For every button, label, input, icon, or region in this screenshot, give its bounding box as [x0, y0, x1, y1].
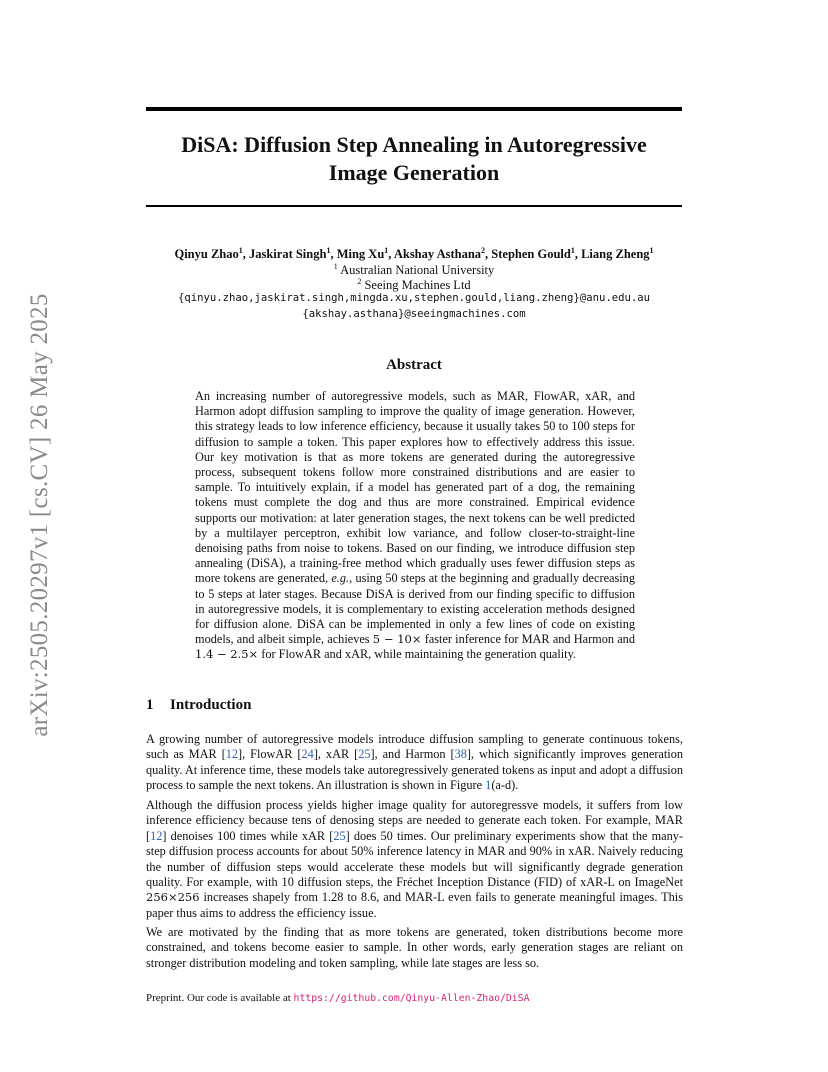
title-rule-top [146, 107, 682, 111]
image-resolution: 256×256 [146, 890, 200, 905]
author-name: Liang Zheng [581, 247, 650, 262]
paragraph-text: increases shapely from 1.28 to 8.6, and MAR-L even fails to generate meaningful images. This paper thus aims to address the efficiency issue. [146, 890, 683, 920]
paragraph-text: ] does 50 times. Our preliminary experiments show that the many-step diffusion process accounts for about 50% inference latency in MAR and 90% in xAR. Naively reducing the number of diffusion steps would accelerate these models but will significantly degrade generation quality. For example, with 10 diffusion steps, the Fréchet Inception Distance (FID) of xAR-L on ImageNet [146, 828, 683, 890]
affiliation-name: Australian National University [340, 263, 495, 278]
author-affil-mark: 1 [238, 246, 243, 255]
abstract-eg: e.g. [331, 571, 350, 586]
abstract-body [195, 389, 635, 663]
email-line: {qinyu.zhao,jaskirat.singh,mingda.xu,stephen.gould,liang.zheng}@anu.edu.au [178, 292, 650, 304]
arxiv-stamp: arXiv:2505.20297v1 [cs.CV] 26 May 2025 [26, 293, 53, 737]
author-affil-mark: 1 [384, 246, 389, 255]
speedup-mar-harmon: 5 − 10× [372, 632, 422, 647]
paragraph-text: ], and Harmon [ [370, 747, 455, 762]
abstract-text: faster inference for MAR and Harmon and [421, 632, 635, 647]
code-repo-link[interactable]: https://github.com/Qinyu-Allen-Zhao/DiSA [293, 993, 530, 1004]
paper-title [146, 131, 682, 187]
speedup-flowar-xar: 1.4 − 2.5× [195, 647, 259, 662]
abstract-heading: Abstract [386, 357, 442, 373]
affiliation-mark: 1 [333, 262, 338, 271]
author-name: Jaskirat Singh [248, 247, 327, 262]
intro-paragraph-2 [146, 798, 683, 921]
paragraph-text: Although the diffusion process yields higher image quality for autoregressve models, it suffers from low inference efficiency because tens of denosing steps are needed to generate each token. For example, MAR [ [146, 798, 683, 843]
intro-paragraph-3: We are motivated by the finding that as more tokens are generated, token distributions become more constrained, and tokens become easier to sample. In other words, early generation stages are reliant on stronger distribution modeling and token sampling, while late stages are less so. [146, 925, 683, 970]
author-name: Qinyu Zhao [174, 247, 239, 262]
author-list: Qinyu Zhao$^1$, Jaskirat Singh$^1$, Ming Xu$^1$, Akshay Asthana$^2$, Stephen Gould$^1$, Liang Zheng$^1$ [174, 246, 654, 262]
paragraph-text: (a-d). [491, 778, 519, 793]
citation-link[interactable]: 12 [150, 828, 163, 843]
affiliation-mark: 2 [357, 277, 362, 286]
paragraph-text: ], FlowAR [ [238, 747, 302, 762]
abstract-text: , using 50 steps at the beginning and gradually decreasing to 5 steps at later stages. Because DiSA is derived from our finding specific to diffusion in autoregressive models, it is complementary to existing acceleration methods designed for diffusion alone. DiSA can be implemented in only a few lines of code on existing models, and albeit simple, achieves [195, 571, 635, 647]
email-line: {akshay.asthana}@seeingmachines.com [302, 308, 526, 320]
paragraph-text: ], xAR [ [313, 747, 359, 762]
email-block [146, 290, 682, 322]
author-name: Ming Xu [336, 247, 385, 262]
figure-ref-link[interactable]: 1 [485, 778, 492, 793]
title-rule-bottom [146, 205, 682, 207]
citation-link[interactable]: 25 [358, 747, 371, 762]
title-line-2: Image Generation [328, 160, 500, 185]
section-number: 1 [146, 697, 154, 713]
section-heading-introduction [146, 697, 251, 714]
author-name: Stephen Gould [491, 247, 571, 262]
citation-link[interactable]: 12 [225, 747, 238, 762]
author-affil-mark: 2 [481, 246, 486, 255]
author-affil-mark: 1 [326, 246, 331, 255]
author-name: Akshay Asthana [393, 247, 482, 262]
citation-link[interactable]: 38 [454, 747, 467, 762]
footnote-text: Preprint. Our code is available at [146, 992, 294, 1004]
intro-paragraph-1 [146, 732, 683, 794]
paragraph-text: ], which significantly improves generation quality. At inference time, these models take autoregressively generated tokens as input and adopt a diffusion process to sample the next tokens. An illustration is shown in Figure [146, 747, 683, 793]
section-title: Introduction [170, 697, 252, 713]
paragraph-text: ] denoises 100 times while xAR [ [162, 828, 334, 843]
abstract-text: for FlowAR and xAR, while maintaining the generation quality. [258, 647, 577, 662]
citation-link[interactable]: 25 [333, 828, 346, 843]
paragraph-text: A growing number of autoregressive models introduce diffusion sampling to generate continuous tokens, such as MAR [ [146, 732, 683, 762]
citation-link[interactable]: 24 [301, 747, 314, 762]
title-line-1: DiSA: Diffusion Step Annealing in Autoregressive [181, 132, 647, 157]
author-affil-mark: 1 [649, 246, 654, 255]
abstract-text: An increasing number of autoregressive models, such as MAR, FlowAR, xAR, and Harmon adopt diffusion sampling to improve the quality of image generation. However, this strategy leads to low inference efficiency, because it usually takes 50 to 100 steps for diffusion to sample a token. This paper explores how to effectively address this issue. Our key motivation is that as more tokens are generated during the autoregressive process, subsequent tokens follow more constrained distributions and are easier to sample. To intuitively explain, if a model has generated part of a dog, the remaining tokens must complete the dog and thus are more constrained. Empirical evidence supports our motivation: at later generation stages, the next tokens can be well predicted by a multilayer perceptron, exhibit low variance, and follow closer-to-straight-line denoising paths from noise to tokens. Based on our finding, we introduce diffusion step annealing (DiSA), a training-free method which gradually uses fewer diffusion steps as more tokens are generated, [195, 389, 635, 586]
affiliation-name: Seeing Machines Ltd [364, 278, 471, 293]
footnote [146, 991, 529, 1006]
author-affil-mark: 1 [570, 246, 575, 255]
